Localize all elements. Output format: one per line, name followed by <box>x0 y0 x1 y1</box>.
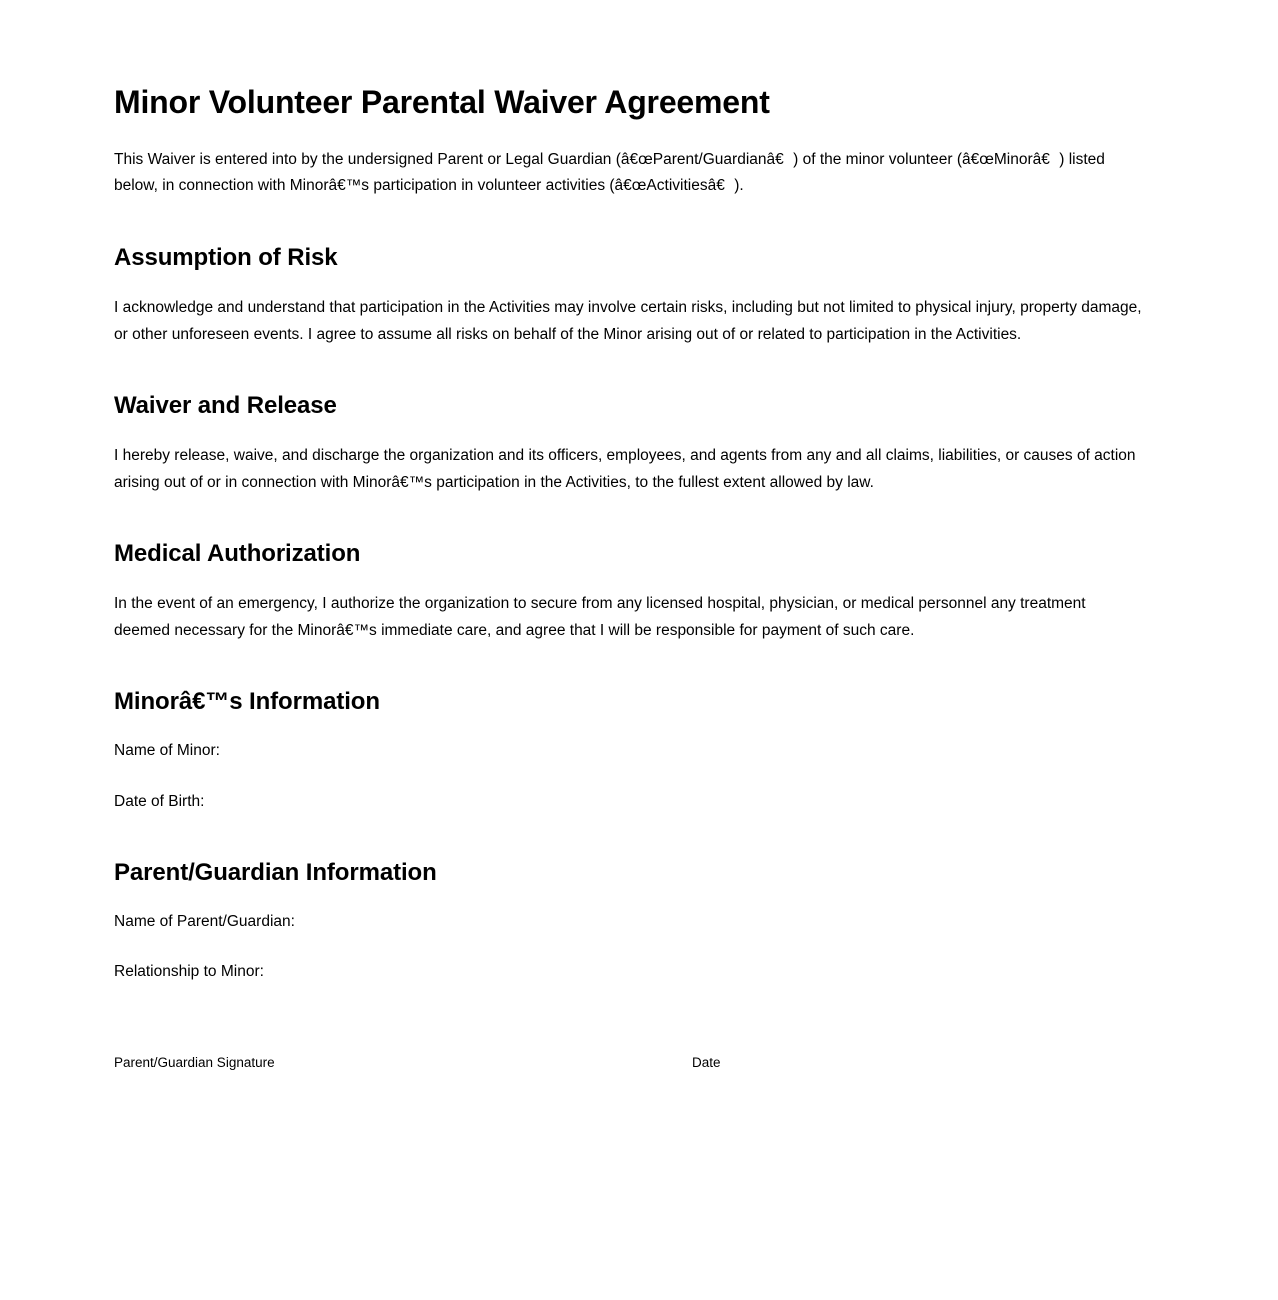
signature-block <box>114 1053 1144 1083</box>
field-label-name-of-minor: Name of Minor: <box>114 742 220 760</box>
signature-date-label: Date <box>692 1055 721 1071</box>
section-heading-assumption-of-risk: Assumption of Risk <box>114 244 338 272</box>
section-heading-medical-authorization: Medical Authorization <box>114 540 361 568</box>
field-label-name-of-parent-guardian: Name of Parent/Guardian: <box>114 912 295 930</box>
section-heading-minor-information: Minorâ€™s Information <box>114 688 380 716</box>
field-label-relationship-to-minor: Relationship to Minor: <box>114 963 264 981</box>
section-body-waiver-and-release: I hereby release, waive, and discharge the organization and its officers, employees, and agents from any and all claims, liabilities, or causes of action arising out of or in connection with Minorâ€™s participation in the Activities, to the fullest extent allowed by law. <box>114 447 1136 491</box>
section-body-assumption-of-risk: I acknowledge and understand that participation in the Activities may involve certain risks, including but not limited to physical injury, property damage, or other unforeseen events. I agree to assume all risks on behalf of the Minor arising out of or related to participation in the Activities. <box>114 298 1142 343</box>
page-title: Minor Volunteer Parental Waiver Agreement <box>114 84 770 120</box>
section-heading-parent-guardian-information: Parent/Guardian Information <box>114 858 437 886</box>
signature-line-label: Parent/Guardian Signature <box>114 1055 275 1071</box>
field-label-date-of-birth: Date of Birth: <box>114 793 205 811</box>
section-heading-waiver-and-release: Waiver and Release <box>114 392 337 420</box>
section-body-medical-authorization: In the event of an emergency, I authorize the organization to secure from any licensed hospital, physician, or medical personnel any treatment deemed necessary for the Minorâ€™s immediate care, and agree that I will be responsible for payment of such care. <box>114 595 1086 639</box>
intro-paragraph: This Waiver is entered into by the undersigned Parent or Legal Guardian (â€œParent/Guardianâ€) of the minor volunteer (â€œMinorâ€) listed below, in connection with Minorâ€™s participation in volunteer activities (â€œActivitiesâ€). <box>114 150 1105 195</box>
